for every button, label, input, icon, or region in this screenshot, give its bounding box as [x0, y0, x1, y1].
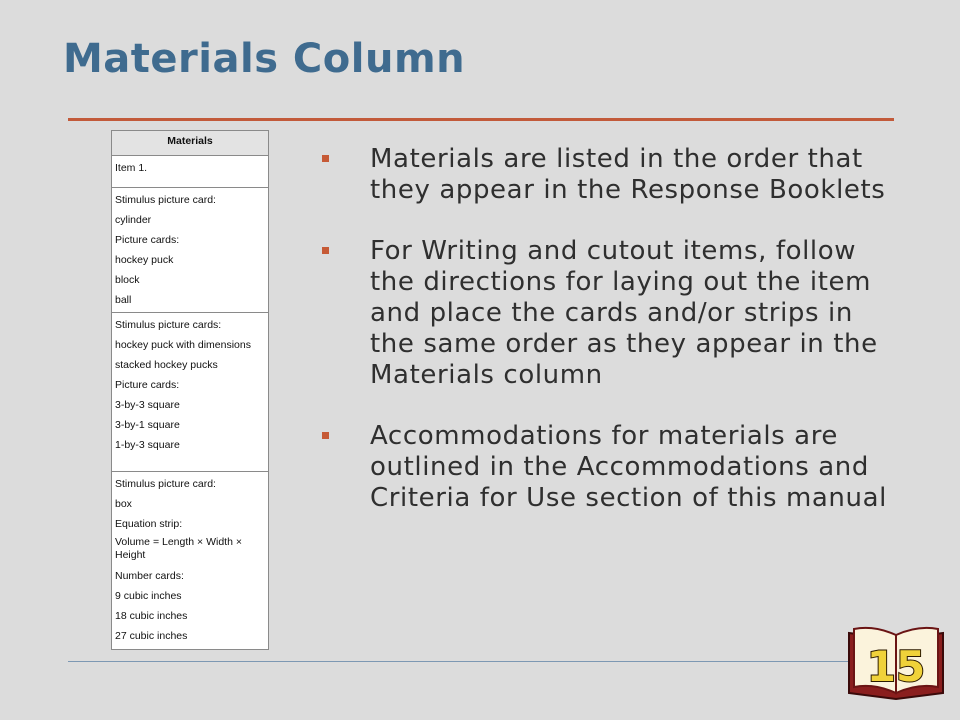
table-cell-line: Picture cards:	[115, 234, 180, 246]
square-bullet-icon	[322, 432, 329, 439]
slide-title: Materials Column	[63, 36, 466, 82]
square-bullet-icon	[322, 155, 329, 162]
table-cell-line: hockey puck	[115, 254, 174, 266]
table-cell-line: Volume = Length × Width × Height	[115, 536, 242, 561]
table-cell-line: hockey puck with dimensions	[115, 339, 251, 351]
table-cell-line: Stimulus picture card:	[115, 478, 216, 490]
table-cell-line: 3-by-1 square	[115, 419, 180, 431]
table-cell-line: Number cards:	[115, 570, 184, 582]
page-number: 15	[866, 642, 926, 691]
bullet-item	[322, 144, 902, 206]
table-cell-item-3	[112, 313, 268, 472]
bullet-item	[322, 236, 902, 391]
table-cell-line: 9 cubic inches	[115, 590, 182, 602]
bullet-list	[322, 144, 902, 544]
materials-table	[111, 130, 269, 650]
table-header: Materials	[112, 131, 268, 156]
table-cell-line: 1-by-3 square	[115, 439, 180, 451]
table-cell-line: cylinder	[115, 214, 152, 226]
table-cell-line: 27 cubic inches	[115, 630, 188, 642]
table-cell-line: ball	[115, 294, 132, 306]
table-cell-line: stacked hockey pucks	[115, 359, 218, 371]
table-cell-line: 3-by-3 square	[115, 399, 180, 411]
table-cell-line: Stimulus picture cards:	[115, 319, 222, 331]
open-book-icon	[846, 623, 946, 701]
bullet-text: Accommodations for materials are outlined in the Accommodations and Criteria for Use section of this manual	[370, 421, 887, 513]
bullet-text: Materials are listed in the order that they appear in the Response Booklets	[370, 144, 886, 205]
table-cell-item-4	[112, 472, 268, 650]
table-cell-line: Stimulus picture card:	[115, 194, 216, 206]
table-cell-item-1	[112, 156, 268, 188]
bullet-item	[322, 421, 902, 514]
title-divider	[68, 118, 894, 121]
table-cell-line: Picture cards:	[115, 379, 180, 391]
table-cell-item-2	[112, 188, 268, 313]
table-cell-line: Equation strip:	[115, 518, 183, 530]
square-bullet-icon	[322, 247, 329, 254]
footer-divider	[68, 661, 858, 662]
table-cell-line: 18 cubic inches	[115, 610, 188, 622]
table-cell-line: Item 1.	[115, 162, 148, 174]
table-cell-line: block	[115, 274, 140, 286]
table-cell-line: box	[115, 498, 132, 510]
bullet-text: For Writing and cutout items, follow the directions for laying out the item and place the cards and/or strips in the same order as they appear in the Materials column	[370, 236, 878, 390]
